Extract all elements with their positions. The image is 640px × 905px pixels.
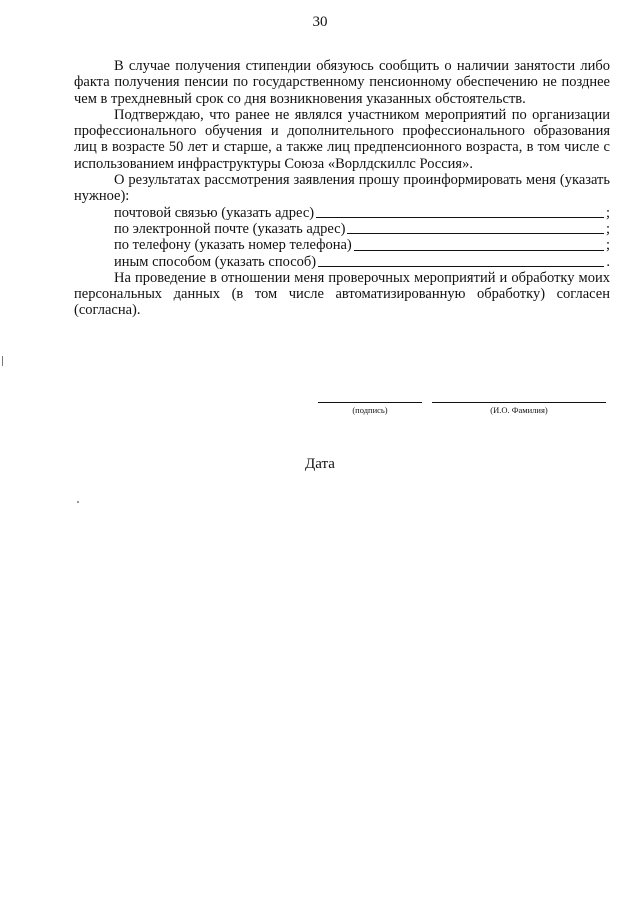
statement-body [74, 58, 610, 319]
contact-option-label: по электронной почте (указать адрес) [114, 220, 346, 237]
employment-notice-paragraph: В случае получения стипендии обязуюсь сообщить о наличии занятости либо факта получения пенсии по государственному пенсионному обеспечению не позднее чем в трехдневный срок со дня возникновения указанных обстоятельств. [74, 58, 610, 107]
phone-blank-line [354, 238, 604, 251]
date-label: Дата [305, 456, 335, 472]
data-processing-consent-paragraph: На проведение в отношении меня проверочных мероприятий и обработку моих персональных данных (в том числе автоматизированную обработку) согласен (согласна). [74, 269, 610, 319]
email-blank-line [347, 221, 604, 234]
signature-line [318, 390, 422, 403]
contact-option-post [74, 205, 610, 221]
contact-option-label: по телефону (указать номер телефона) [114, 237, 352, 254]
page-number: 30 [312, 14, 328, 30]
signature-caption: (подпись) [352, 405, 388, 415]
line-end-mark: . [606, 253, 610, 270]
contact-option-label: иным способом (указать способ) [114, 253, 317, 270]
signature-field [318, 390, 422, 415]
line-end-mark: ; [605, 204, 610, 221]
participation-confirmation-paragraph: Подтверждаю, что ранее не являлся участником мероприятий по организации профессионального обучения и дополнительного профессионального образования лиц в возрасте 50 лет и старше, а также лиц предпенсионного возраста, в том числе с использованием инфраструктуры Союза «Ворлдскиллс Россия». [74, 106, 610, 172]
line-end-mark: ; [605, 237, 610, 254]
line-end-mark: ; [605, 220, 610, 237]
notification-request-paragraph: О результатах рассмотрения заявления прошу проинформировать меня (указать нужное): [74, 172, 610, 205]
address-blank-line [316, 205, 604, 218]
other-method-blank-line [318, 254, 604, 267]
scan-speck [77, 501, 79, 503]
contact-option-phone [74, 237, 610, 253]
name-field [432, 390, 606, 415]
contact-option-email [74, 221, 610, 237]
name-line [432, 390, 606, 403]
contact-option-other [74, 254, 610, 270]
scan-edge-mark [2, 356, 3, 366]
name-caption: (И.О. Фамилия) [490, 405, 548, 415]
signature-block [318, 390, 606, 415]
contact-option-label: почтовой связью (указать адрес) [114, 204, 315, 221]
